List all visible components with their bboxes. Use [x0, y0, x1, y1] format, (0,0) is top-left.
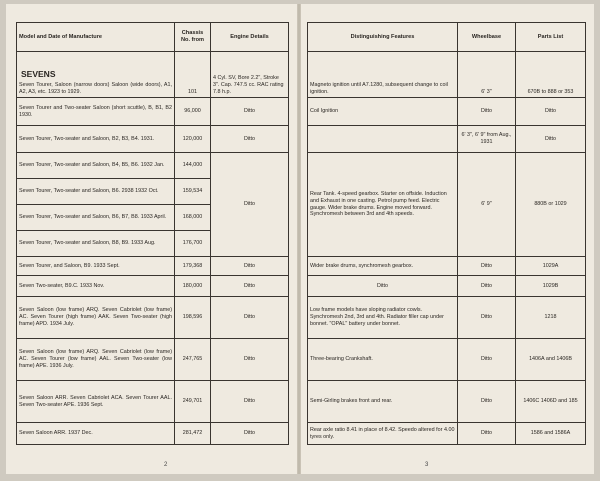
chassis-cell: 168,000 [175, 205, 211, 231]
chassis-cell: 159,534 [175, 179, 211, 205]
model-cell: Seven Tourer and Two-seater Saloon (short scuttle), B, B1, B2 1930. [17, 98, 175, 126]
wheelbase-cell: Ditto [458, 339, 516, 381]
engine-cell: Ditto [211, 98, 289, 126]
features-cell: Magneto ignition until A7.1280, subsequent change to coil ignition. [308, 52, 458, 98]
features-table [307, 22, 586, 445]
table-row [17, 98, 289, 126]
parts-cell: Ditto [516, 126, 586, 153]
table-row [308, 153, 586, 257]
parts-cell: 1406A and 1406B [516, 339, 586, 381]
model-cell: Seven Tourer, and Saloon, B9. 1933 Sept. [17, 257, 175, 276]
right-page [301, 4, 594, 474]
parts-cell: 1029B [516, 276, 586, 297]
left-page [6, 4, 297, 474]
table-row [17, 257, 289, 276]
wheelbase-cell: Ditto [458, 381, 516, 423]
header-row [308, 23, 586, 52]
engine-cell: Ditto [211, 339, 289, 381]
table-row [308, 381, 586, 423]
wheelbase-cell: Ditto [458, 98, 516, 126]
wheelbase-cell: Ditto [458, 297, 516, 339]
wheelbase-cell: 6' 3" [458, 52, 516, 98]
chassis-cell: 176,700 [175, 231, 211, 257]
page-number: 3 [425, 462, 429, 468]
table-row [17, 339, 289, 381]
chassis-cell: 180,000 [175, 276, 211, 297]
parts-cell: 670B to 888 or 353 [516, 52, 586, 98]
model-cell: Seven Saloon ARR. 1937 Dec. [17, 423, 175, 445]
engine-cell: Ditto [211, 257, 289, 276]
features-cell: Rear Tank. 4-speed gearbox. Starter on offside. Induction and Exhaust in one casting. Petrol pump feed. Electric gauge. Wider brake drums. Engine moved forward. Synchromesh between 3rd and 4th speeds. [308, 153, 458, 257]
features-cell: Ditto [308, 276, 458, 297]
features-cell: Wider brake drums, synchromesh gearbox. [308, 257, 458, 276]
table-row [17, 276, 289, 297]
chassis-cell: 96,000 [175, 98, 211, 126]
table-row [17, 153, 289, 179]
model-cell: Seven Tourer, Two-seater and Saloon, B6, B7, B8. 1933 April. [17, 205, 175, 231]
parts-cell: 1586 and 1586A [516, 423, 586, 445]
chassis-cell: 198,596 [175, 297, 211, 339]
model-cell: Seven Tourer, Two-seater and Saloon, B8, B9. 1933 Aug. [17, 231, 175, 257]
chassis-cell: 101 [175, 52, 211, 98]
engine-cell: 4 Cyl. SV, Bore 2.2", Stroke 3". Cap. 747.5 cc. RAC rating 7.8 h.p. [211, 52, 289, 98]
table-row [17, 423, 289, 445]
features-cell: Rear axle ratio 8.41 in place of 8.42. Speedo altered for 4.00 tyres only. [308, 423, 458, 445]
features-cell: Coil Ignition [308, 98, 458, 126]
models-table [16, 22, 289, 445]
table-row [17, 297, 289, 339]
model-text: Seven Tourer, Saloon (narrow doors) Saloon (wide doors), A1, A2, A3, etc. 1923 to 1929. [19, 82, 172, 96]
model-cell: Seven Saloon (low frame) ARQ. Seven Cabriolet (low frame) AC. Seven Tourer (low frame) AAL. Seven Two-seater (low frame) APE. 1936 July. [17, 339, 175, 381]
parts-cell: Ditto [516, 98, 586, 126]
model-cell: Seven Tourer, Two-seater and Saloon, B4, B5, B6. 1932 Jan. [17, 153, 175, 179]
engine-header: Engine Details [211, 23, 289, 52]
table-row [308, 297, 586, 339]
features-cell: Three-bearing Crankshaft. [308, 339, 458, 381]
model-cell: Seven Saloon ARR. Seven Cabriolet ACA. Seven Tourer AAL. Seven Two-seater APE. 1936 Sept. [17, 381, 175, 423]
wheelbase-cell: Ditto [458, 257, 516, 276]
wheelbase-cell: Ditto [458, 423, 516, 445]
parts-cell: 1406C 1406D and 185 [516, 381, 586, 423]
model-cell: Seven Tourer, Two-seater and Saloon, B6. 2938 1932 Oct. [17, 179, 175, 205]
section-title: SEVENS [21, 69, 56, 80]
features-cell: Low frame models have sloping radiator cowls. Synchromesh 2nd, 3rd and 4th. Radiator filler cap under bonnet. "OPAL" battery under bonnet. [308, 297, 458, 339]
model-cell: Seven Tourer, Two-seater and Saloon, B2, B3, B4. 1931. [17, 126, 175, 153]
features-cell [308, 126, 458, 153]
engine-cell: Ditto [211, 126, 289, 153]
chassis-cell: 179,368 [175, 257, 211, 276]
parts-cell: 1218 [516, 297, 586, 339]
engine-cell: Ditto [211, 297, 289, 339]
table-row [308, 98, 586, 126]
engine-cell: Ditto [211, 423, 289, 445]
wheelbase-header: Wheelbase [458, 23, 516, 52]
engine-cell: Ditto [211, 381, 289, 423]
chassis-cell: 144,000 [175, 153, 211, 179]
model-cell [17, 52, 175, 98]
wheelbase-cell: 6' 3", 6' 9" from Aug., 1931 [458, 126, 516, 153]
chassis-header: Chassis No. from [175, 23, 211, 52]
chassis-cell: 249,701 [175, 381, 211, 423]
wheelbase-cell: 6' 9" [458, 153, 516, 257]
engine-cell-merged: Ditto [211, 153, 289, 257]
chassis-cell: 281,472 [175, 423, 211, 445]
table-row [308, 126, 586, 153]
chassis-cell: 247,765 [175, 339, 211, 381]
features-header: Distinguishing Features [308, 23, 458, 52]
parts-cell: 880B or 1029 [516, 153, 586, 257]
table-row [17, 52, 289, 98]
features-cell: Semi-Girling brakes front and rear. [308, 381, 458, 423]
page-number: 2 [164, 462, 168, 468]
engine-cell: Ditto [211, 276, 289, 297]
model-cell: Seven Saloon (low frame) ARQ. Seven Cabriolet (low frame) AC. Seven Tourer (high frame) AAK. Seven Two-seater (high frame) APD. 1934 July. [17, 297, 175, 339]
model-cell: Seven Two-seater, B9.C. 1933 Nov. [17, 276, 175, 297]
table-row [17, 126, 289, 153]
table-row [308, 52, 586, 98]
table-row [308, 423, 586, 445]
table-row [308, 257, 586, 276]
parts-cell: 1029A [516, 257, 586, 276]
parts-header: Parts List [516, 23, 586, 52]
table-row [308, 339, 586, 381]
model-header: Model and Date of Manufacture [17, 23, 175, 52]
header-row [17, 23, 289, 52]
table-row [308, 276, 586, 297]
table-row [17, 381, 289, 423]
chassis-cell: 120,000 [175, 126, 211, 153]
wheelbase-cell: Ditto [458, 276, 516, 297]
